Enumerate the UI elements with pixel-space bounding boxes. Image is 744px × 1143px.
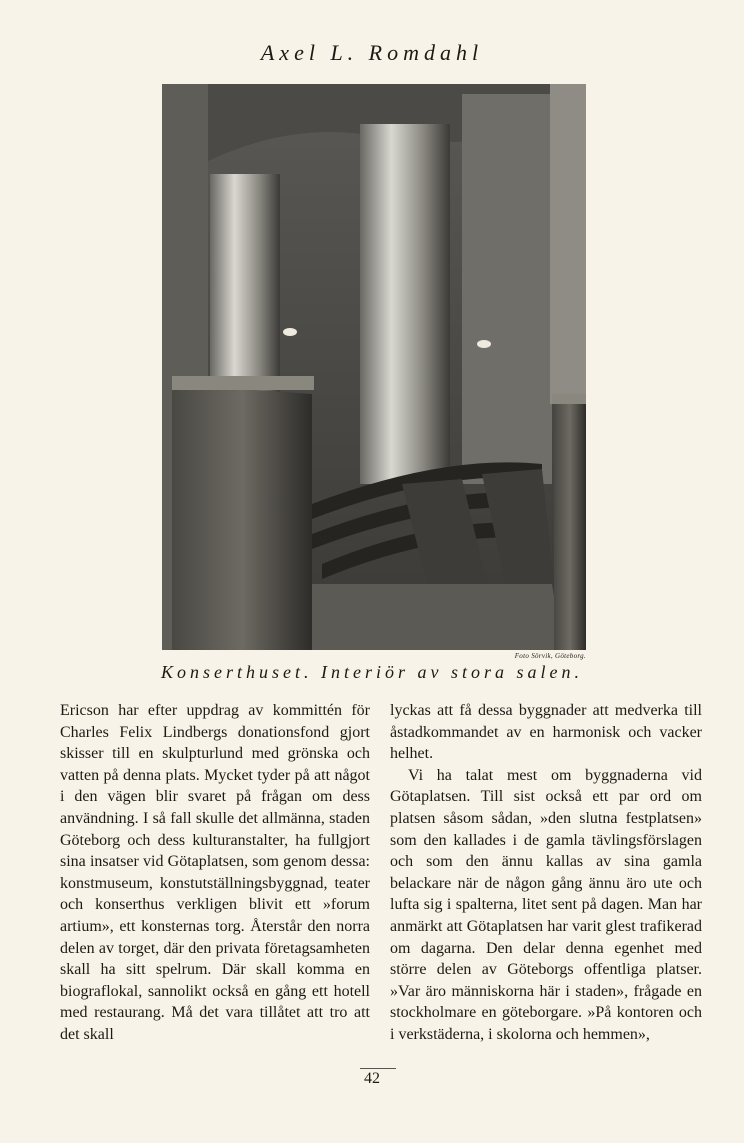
left-column-paragraph: Ericson har efter uppdrag av kommittén för Charles Felix Lindbergs donationsfond gjort skisser till en skulpturlund med grönska och vatten på denna plats. Mycket tyder på att något i den vägen blir svaret på frågan om dess användning. I så fall skulle det allmänna, staden Göteborg och dess kulturanstalter, ha fullgjort sina insatser vid Götaplatsen, som genom dessa: konstmuseum, konstutställningsbyggnad, teater och konserthus verkligen blivit ett »forum artium», ett konsternas torg. Återstår den norra delen av torget, där den privata företagsamheten skall ha sitt spelrum. Där skall komma en biograflokal, sannolikt också en gång ett hotell med restaurang. Må det vara tillåtet att tro att det skall (60, 702, 370, 1043)
concert-hall-photo (162, 84, 586, 650)
photo-credit: Foto Sörvik, Göteborg. (514, 652, 586, 660)
page-number-rule (360, 1068, 396, 1069)
page-number: 42 (364, 1070, 380, 1087)
right-column-paragraph-1: lyckas att få dessa byggnader att medverka till åstadkommandet av en harmonisk och vacker helhet. (390, 702, 702, 763)
concert-hall-interior-image (162, 84, 586, 650)
left-column (60, 700, 370, 1046)
right-column (390, 700, 702, 1046)
figure-caption: Konserthuset. Interiör av stora salen. (161, 662, 583, 682)
right-column-paragraph-2: Vi ha talat mest om byggnaderna vid Götaplatsen. Till sist också ett par ord om platsen såsom sådan, »den slutna festplatsen» som den kallades i de gamla tävlingsförslagen och som den ännu kallas av sina gamla belackare när de någon gång ännu äro ute och lufta sig i spalterna, litet sent på dagen. Man har anmärkt att Götaplatsen har varit glest trafikerad om dagarna. Den delar denna egenhet med större delen av Göteborgs offentliga platser. »Var äro människorna här i staden», frågade en stockholmare en göteborgare. »På kontoren och i verkstäderna, i skolorna och hemmen», (390, 766, 702, 1043)
running-header: Axel L. Romdahl (260, 40, 484, 65)
